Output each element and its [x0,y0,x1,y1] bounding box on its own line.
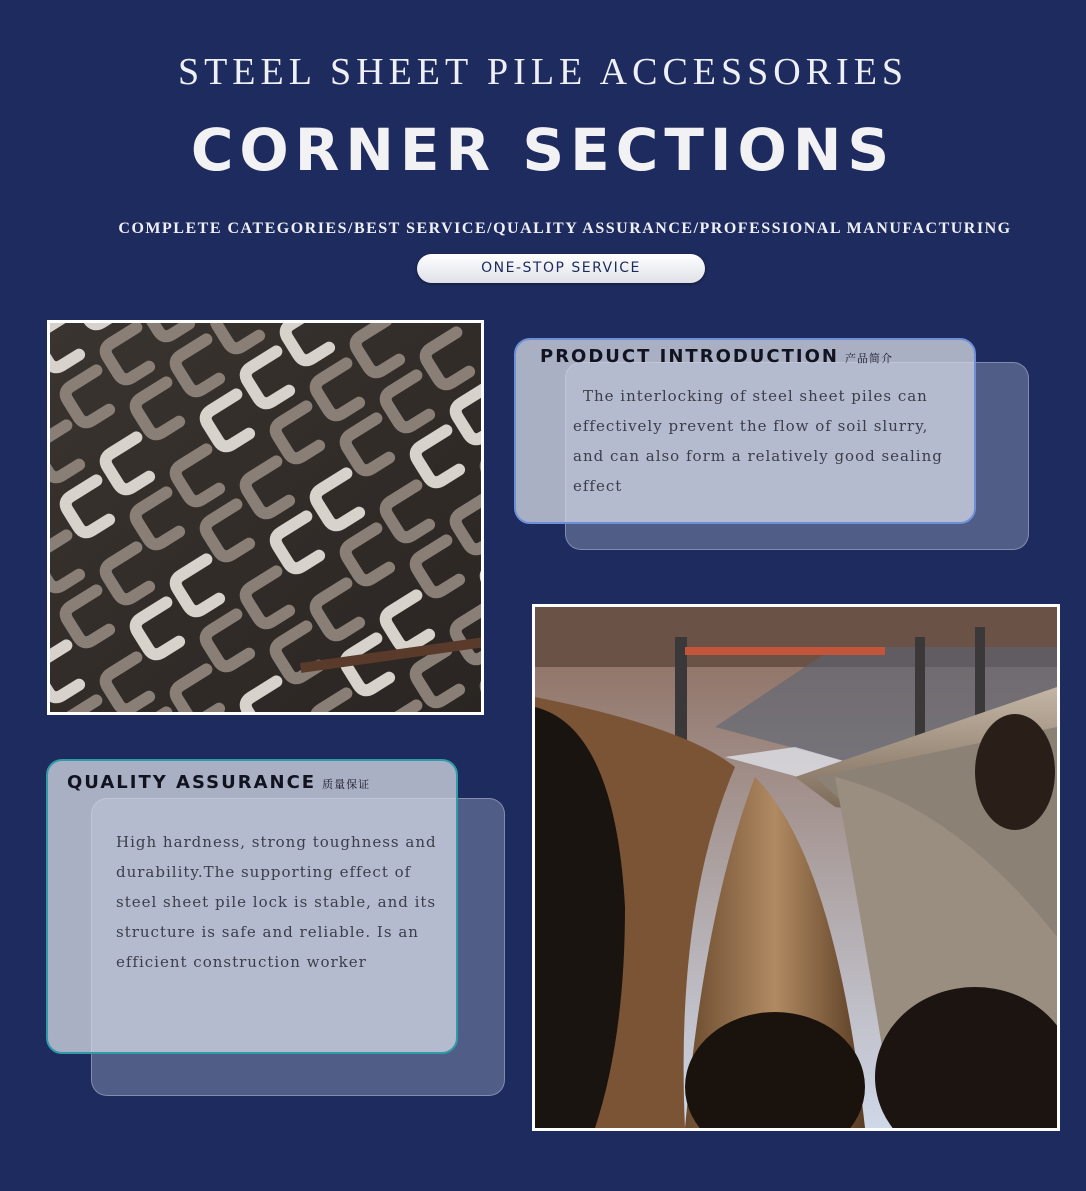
one-stop-service-badge: ONE-STOP SERVICE [417,254,705,283]
quality-assurance-heading [67,772,370,793]
product-introduction-title-cn: 产品简介 [844,352,893,365]
page-title: CORNER SECTIONS [190,116,896,184]
quality-assurance-text: High hardness, strong toughness and durability.The supporting effect of steel sheet pile lock is stable, and its structure is safe and reliable. Is an efficient construction worker [116,833,437,971]
quality-assurance-title: QUALITY ASSURANCE [67,772,317,793]
page-subtitle: STEEL SHEET PILE ACCESSORIES [177,51,909,93]
product-introduction-text: The interlocking of steel sheet piles can effectively prevent the flow of soil slurry, and can also form a relatively good sealing effect [573,387,943,495]
product-introduction-title: PRODUCT INTRODUCTION [540,346,839,367]
steel-pipes-photo [532,604,1060,1131]
tagline: COMPLETE CATEGORIES/BEST SERVICE/QUALITY ASSURANCE/PROFESSIONAL MANUFACTURING [118,220,1012,237]
quality-assurance-title-cn: 质量保证 [322,778,371,791]
product-introduction-heading [540,346,893,367]
corner-sections-photo [47,320,484,715]
